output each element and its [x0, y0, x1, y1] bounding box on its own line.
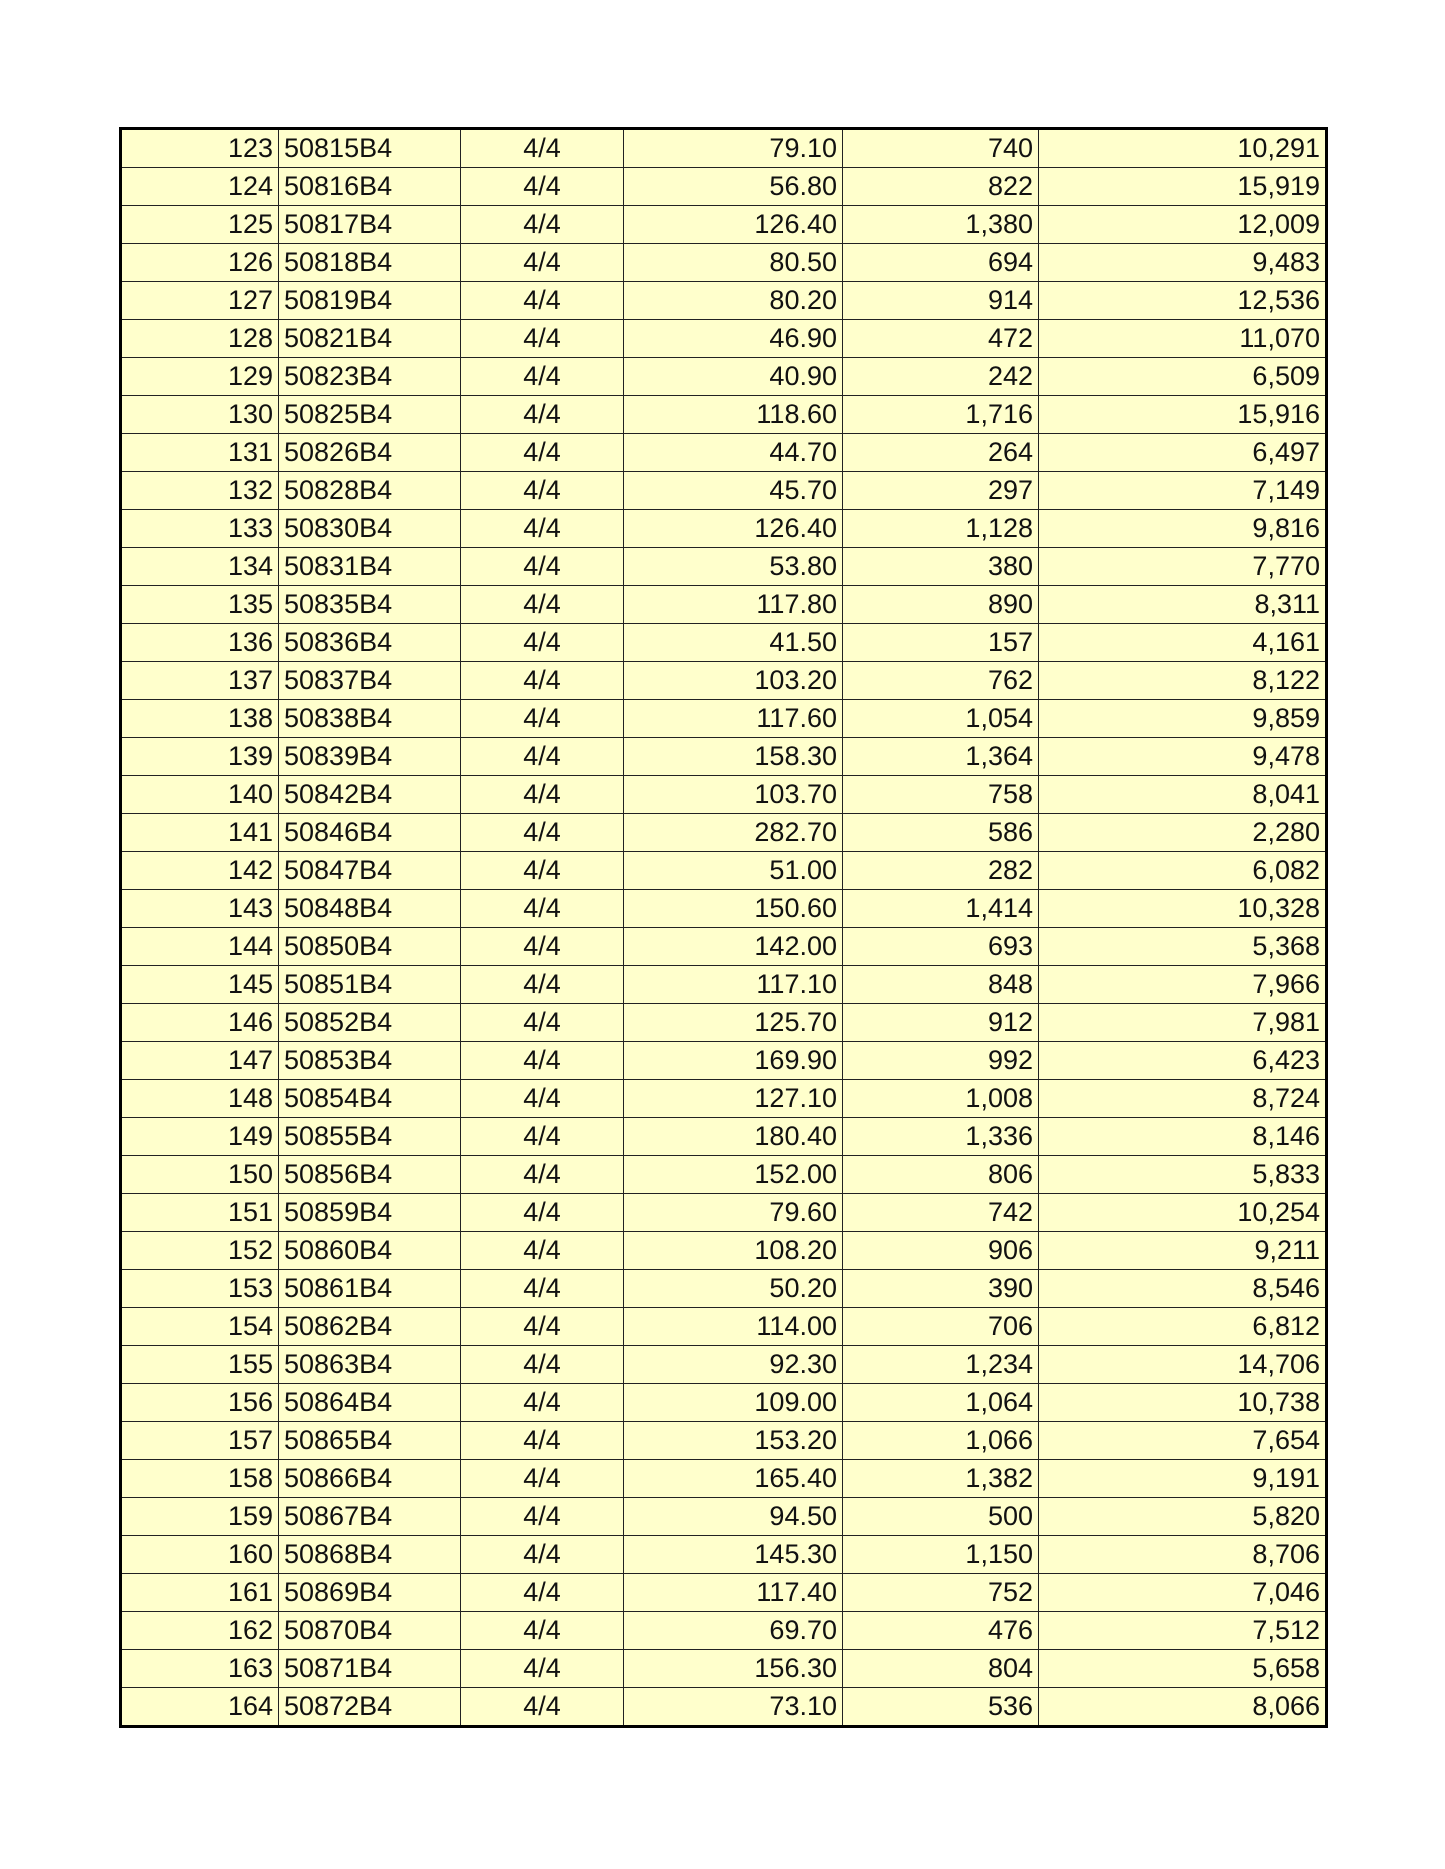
value-c-cell: 8,706	[1039, 1536, 1327, 1574]
value-c-cell: 5,368	[1039, 928, 1327, 966]
grade-cell: 4/4	[461, 472, 624, 510]
value-b-cell: 536	[843, 1688, 1039, 1727]
item-id-cell: 50838B4	[279, 700, 461, 738]
table-row	[121, 434, 1327, 472]
grade-cell: 4/4	[461, 1688, 624, 1727]
grade-cell: 4/4	[461, 1042, 624, 1080]
value-b-cell: 694	[843, 244, 1039, 282]
row-number-cell: 132	[121, 472, 279, 510]
value-a-cell: 125.70	[624, 1004, 843, 1042]
item-id-cell: 50870B4	[279, 1612, 461, 1650]
value-a-cell: 156.30	[624, 1650, 843, 1688]
value-a-cell: 46.90	[624, 320, 843, 358]
value-c-cell: 9,859	[1039, 700, 1327, 738]
grade-cell: 4/4	[461, 928, 624, 966]
value-a-cell: 117.40	[624, 1574, 843, 1612]
value-c-cell: 2,280	[1039, 814, 1327, 852]
value-a-cell: 180.40	[624, 1118, 843, 1156]
value-c-cell: 8,066	[1039, 1688, 1327, 1727]
value-a-cell: 73.10	[624, 1688, 843, 1727]
row-number-cell: 160	[121, 1536, 279, 1574]
grade-cell: 4/4	[461, 586, 624, 624]
item-id-cell: 50862B4	[279, 1308, 461, 1346]
table-row	[121, 1422, 1327, 1460]
item-id-cell: 50815B4	[279, 129, 461, 168]
value-b-cell: 1,414	[843, 890, 1039, 928]
item-id-cell: 50821B4	[279, 320, 461, 358]
value-a-cell: 51.00	[624, 852, 843, 890]
grade-cell: 4/4	[461, 320, 624, 358]
value-a-cell: 80.50	[624, 244, 843, 282]
table-row	[121, 890, 1327, 928]
item-id-cell: 50819B4	[279, 282, 461, 320]
table-row	[121, 1004, 1327, 1042]
item-id-cell: 50842B4	[279, 776, 461, 814]
item-id-cell: 50856B4	[279, 1156, 461, 1194]
grade-cell: 4/4	[461, 1536, 624, 1574]
row-number-cell: 139	[121, 738, 279, 776]
row-number-cell: 164	[121, 1688, 279, 1727]
value-a-cell: 50.20	[624, 1270, 843, 1308]
row-number-cell: 128	[121, 320, 279, 358]
table-row	[121, 776, 1327, 814]
value-a-cell: 152.00	[624, 1156, 843, 1194]
value-b-cell: 1,336	[843, 1118, 1039, 1156]
value-b-cell: 242	[843, 358, 1039, 396]
value-b-cell: 1,066	[843, 1422, 1039, 1460]
grade-cell: 4/4	[461, 966, 624, 1004]
value-a-cell: 79.60	[624, 1194, 843, 1232]
value-a-cell: 153.20	[624, 1422, 843, 1460]
value-c-cell: 11,070	[1039, 320, 1327, 358]
value-b-cell: 390	[843, 1270, 1039, 1308]
value-b-cell: 297	[843, 472, 1039, 510]
value-b-cell: 992	[843, 1042, 1039, 1080]
row-number-cell: 136	[121, 624, 279, 662]
row-number-cell: 123	[121, 129, 279, 168]
row-number-cell: 157	[121, 1422, 279, 1460]
item-id-cell: 50864B4	[279, 1384, 461, 1422]
grade-cell: 4/4	[461, 852, 624, 890]
value-c-cell: 6,509	[1039, 358, 1327, 396]
value-b-cell: 380	[843, 548, 1039, 586]
grade-cell: 4/4	[461, 1156, 624, 1194]
table-row	[121, 1042, 1327, 1080]
value-b-cell: 1,054	[843, 700, 1039, 738]
item-id-cell: 50848B4	[279, 890, 461, 928]
value-c-cell: 5,658	[1039, 1650, 1327, 1688]
item-id-cell: 50818B4	[279, 244, 461, 282]
value-a-cell: 45.70	[624, 472, 843, 510]
table-row	[121, 1118, 1327, 1156]
row-number-cell: 154	[121, 1308, 279, 1346]
value-a-cell: 92.30	[624, 1346, 843, 1384]
value-a-cell: 94.50	[624, 1498, 843, 1536]
value-b-cell: 906	[843, 1232, 1039, 1270]
value-a-cell: 53.80	[624, 548, 843, 586]
item-id-cell: 50817B4	[279, 206, 461, 244]
table-row	[121, 129, 1327, 168]
table-row	[121, 1650, 1327, 1688]
value-a-cell: 109.00	[624, 1384, 843, 1422]
value-c-cell: 8,146	[1039, 1118, 1327, 1156]
value-a-cell: 108.20	[624, 1232, 843, 1270]
grade-cell: 4/4	[461, 1460, 624, 1498]
value-c-cell: 10,328	[1039, 890, 1327, 928]
item-id-cell: 50826B4	[279, 434, 461, 472]
grade-cell: 4/4	[461, 624, 624, 662]
item-id-cell: 50869B4	[279, 1574, 461, 1612]
row-number-cell: 144	[121, 928, 279, 966]
value-a-cell: 79.10	[624, 129, 843, 168]
value-b-cell: 912	[843, 1004, 1039, 1042]
value-a-cell: 117.80	[624, 586, 843, 624]
value-b-cell: 1,150	[843, 1536, 1039, 1574]
table-row	[121, 1688, 1327, 1727]
value-b-cell: 914	[843, 282, 1039, 320]
value-b-cell: 740	[843, 129, 1039, 168]
value-b-cell: 1,380	[843, 206, 1039, 244]
row-number-cell: 135	[121, 586, 279, 624]
value-b-cell: 500	[843, 1498, 1039, 1536]
grade-cell: 4/4	[461, 1004, 624, 1042]
item-id-cell: 50859B4	[279, 1194, 461, 1232]
value-c-cell: 12,009	[1039, 206, 1327, 244]
grade-cell: 4/4	[461, 1384, 624, 1422]
grade-cell: 4/4	[461, 662, 624, 700]
value-a-cell: 126.40	[624, 510, 843, 548]
value-b-cell: 1,364	[843, 738, 1039, 776]
value-c-cell: 6,812	[1039, 1308, 1327, 1346]
table-row	[121, 1460, 1327, 1498]
item-id-cell: 50837B4	[279, 662, 461, 700]
row-number-cell: 124	[121, 168, 279, 206]
value-c-cell: 10,254	[1039, 1194, 1327, 1232]
value-b-cell: 1,064	[843, 1384, 1039, 1422]
value-c-cell: 6,082	[1039, 852, 1327, 890]
table-row	[121, 1194, 1327, 1232]
grade-cell: 4/4	[461, 282, 624, 320]
row-number-cell: 131	[121, 434, 279, 472]
table-row	[121, 244, 1327, 282]
item-id-cell: 50872B4	[279, 1688, 461, 1727]
value-a-cell: 40.90	[624, 358, 843, 396]
item-id-cell: 50823B4	[279, 358, 461, 396]
value-b-cell: 1,128	[843, 510, 1039, 548]
value-a-cell: 127.10	[624, 1080, 843, 1118]
item-id-cell: 50868B4	[279, 1536, 461, 1574]
value-a-cell: 142.00	[624, 928, 843, 966]
table-row	[121, 700, 1327, 738]
item-id-cell: 50846B4	[279, 814, 461, 852]
value-c-cell: 9,483	[1039, 244, 1327, 282]
grade-cell: 4/4	[461, 1612, 624, 1650]
row-number-cell: 149	[121, 1118, 279, 1156]
value-c-cell: 7,966	[1039, 966, 1327, 1004]
grade-cell: 4/4	[461, 1080, 624, 1118]
value-b-cell: 282	[843, 852, 1039, 890]
grade-cell: 4/4	[461, 1232, 624, 1270]
table-row	[121, 1308, 1327, 1346]
value-a-cell: 114.00	[624, 1308, 843, 1346]
value-b-cell: 804	[843, 1650, 1039, 1688]
row-number-cell: 162	[121, 1612, 279, 1650]
table-row	[121, 662, 1327, 700]
table-row	[121, 472, 1327, 510]
item-id-cell: 50855B4	[279, 1118, 461, 1156]
value-b-cell: 706	[843, 1308, 1039, 1346]
table-row	[121, 1574, 1327, 1612]
grade-cell: 4/4	[461, 1270, 624, 1308]
value-c-cell: 8,041	[1039, 776, 1327, 814]
grade-cell: 4/4	[461, 814, 624, 852]
table-row	[121, 548, 1327, 586]
value-c-cell: 10,738	[1039, 1384, 1327, 1422]
value-c-cell: 9,211	[1039, 1232, 1327, 1270]
row-number-cell: 161	[121, 1574, 279, 1612]
row-number-cell: 137	[121, 662, 279, 700]
item-id-cell: 50836B4	[279, 624, 461, 662]
item-id-cell: 50831B4	[279, 548, 461, 586]
data-table	[119, 127, 1328, 1728]
grade-cell: 4/4	[461, 1308, 624, 1346]
item-id-cell: 50835B4	[279, 586, 461, 624]
row-number-cell: 133	[121, 510, 279, 548]
value-a-cell: 126.40	[624, 206, 843, 244]
value-c-cell: 8,546	[1039, 1270, 1327, 1308]
value-b-cell: 848	[843, 966, 1039, 1004]
row-number-cell: 141	[121, 814, 279, 852]
item-id-cell: 50852B4	[279, 1004, 461, 1042]
grade-cell: 4/4	[461, 548, 624, 586]
item-id-cell: 50825B4	[279, 396, 461, 434]
value-c-cell: 8,311	[1039, 586, 1327, 624]
item-id-cell: 50866B4	[279, 1460, 461, 1498]
value-b-cell: 806	[843, 1156, 1039, 1194]
row-number-cell: 155	[121, 1346, 279, 1384]
item-id-cell: 50871B4	[279, 1650, 461, 1688]
value-c-cell: 6,423	[1039, 1042, 1327, 1080]
row-number-cell: 134	[121, 548, 279, 586]
grade-cell: 4/4	[461, 206, 624, 244]
row-number-cell: 138	[121, 700, 279, 738]
value-c-cell: 8,724	[1039, 1080, 1327, 1118]
grade-cell: 4/4	[461, 1118, 624, 1156]
item-id-cell: 50854B4	[279, 1080, 461, 1118]
table-row	[121, 1612, 1327, 1650]
grade-cell: 4/4	[461, 244, 624, 282]
grade-cell: 4/4	[461, 434, 624, 472]
value-c-cell: 7,149	[1039, 472, 1327, 510]
item-id-cell: 50853B4	[279, 1042, 461, 1080]
grade-cell: 4/4	[461, 1422, 624, 1460]
value-b-cell: 1,234	[843, 1346, 1039, 1384]
value-c-cell: 5,833	[1039, 1156, 1327, 1194]
value-b-cell: 752	[843, 1574, 1039, 1612]
value-c-cell: 9,191	[1039, 1460, 1327, 1498]
table-row	[121, 1346, 1327, 1384]
value-a-cell: 56.80	[624, 168, 843, 206]
value-a-cell: 169.90	[624, 1042, 843, 1080]
table-row	[121, 206, 1327, 244]
value-c-cell: 12,536	[1039, 282, 1327, 320]
value-b-cell: 1,008	[843, 1080, 1039, 1118]
grade-cell: 4/4	[461, 1574, 624, 1612]
table-row	[121, 1498, 1327, 1536]
value-c-cell: 7,512	[1039, 1612, 1327, 1650]
value-b-cell: 742	[843, 1194, 1039, 1232]
table-row	[121, 738, 1327, 776]
value-c-cell: 6,497	[1039, 434, 1327, 472]
grade-cell: 4/4	[461, 129, 624, 168]
grade-cell: 4/4	[461, 738, 624, 776]
item-id-cell: 50816B4	[279, 168, 461, 206]
table-row	[121, 586, 1327, 624]
item-id-cell: 50839B4	[279, 738, 461, 776]
table-row	[121, 1080, 1327, 1118]
grade-cell: 4/4	[461, 890, 624, 928]
item-id-cell: 50847B4	[279, 852, 461, 890]
value-a-cell: 103.70	[624, 776, 843, 814]
row-number-cell: 151	[121, 1194, 279, 1232]
value-a-cell: 150.60	[624, 890, 843, 928]
value-b-cell: 1,382	[843, 1460, 1039, 1498]
item-id-cell: 50828B4	[279, 472, 461, 510]
value-b-cell: 264	[843, 434, 1039, 472]
item-id-cell: 50863B4	[279, 1346, 461, 1384]
value-a-cell: 117.60	[624, 700, 843, 738]
table-row	[121, 1384, 1327, 1422]
value-a-cell: 69.70	[624, 1612, 843, 1650]
item-id-cell: 50861B4	[279, 1270, 461, 1308]
table-row	[121, 510, 1327, 548]
value-c-cell: 7,981	[1039, 1004, 1327, 1042]
grade-cell: 4/4	[461, 396, 624, 434]
table-row	[121, 396, 1327, 434]
value-c-cell: 5,820	[1039, 1498, 1327, 1536]
table-row	[121, 168, 1327, 206]
row-number-cell: 163	[121, 1650, 279, 1688]
value-b-cell: 762	[843, 662, 1039, 700]
table-row	[121, 358, 1327, 396]
value-c-cell: 15,916	[1039, 396, 1327, 434]
grade-cell: 4/4	[461, 168, 624, 206]
row-number-cell: 147	[121, 1042, 279, 1080]
value-b-cell: 822	[843, 168, 1039, 206]
value-c-cell: 9,816	[1039, 510, 1327, 548]
grade-cell: 4/4	[461, 776, 624, 814]
table-row	[121, 852, 1327, 890]
value-a-cell: 41.50	[624, 624, 843, 662]
row-number-cell: 153	[121, 1270, 279, 1308]
row-number-cell: 129	[121, 358, 279, 396]
row-number-cell: 150	[121, 1156, 279, 1194]
grade-cell: 4/4	[461, 510, 624, 548]
grade-cell: 4/4	[461, 700, 624, 738]
item-id-cell: 50865B4	[279, 1422, 461, 1460]
value-b-cell: 693	[843, 928, 1039, 966]
value-c-cell: 8,122	[1039, 662, 1327, 700]
table-row	[121, 320, 1327, 358]
row-number-cell: 158	[121, 1460, 279, 1498]
value-b-cell: 586	[843, 814, 1039, 852]
table-row	[121, 966, 1327, 1004]
row-number-cell: 143	[121, 890, 279, 928]
row-number-cell: 156	[121, 1384, 279, 1422]
table-row	[121, 1270, 1327, 1308]
table-row	[121, 814, 1327, 852]
value-b-cell: 472	[843, 320, 1039, 358]
value-b-cell: 157	[843, 624, 1039, 662]
table-row	[121, 1232, 1327, 1270]
value-a-cell: 80.20	[624, 282, 843, 320]
row-number-cell: 140	[121, 776, 279, 814]
table-row	[121, 1536, 1327, 1574]
row-number-cell: 127	[121, 282, 279, 320]
item-id-cell: 50867B4	[279, 1498, 461, 1536]
value-c-cell: 10,291	[1039, 129, 1327, 168]
table-row	[121, 1156, 1327, 1194]
value-a-cell: 282.70	[624, 814, 843, 852]
value-c-cell: 7,770	[1039, 548, 1327, 586]
row-number-cell: 148	[121, 1080, 279, 1118]
row-number-cell: 130	[121, 396, 279, 434]
value-c-cell: 9,478	[1039, 738, 1327, 776]
value-a-cell: 165.40	[624, 1460, 843, 1498]
row-number-cell: 126	[121, 244, 279, 282]
value-b-cell: 890	[843, 586, 1039, 624]
value-b-cell: 758	[843, 776, 1039, 814]
grade-cell: 4/4	[461, 358, 624, 396]
row-number-cell: 152	[121, 1232, 279, 1270]
item-id-cell: 50850B4	[279, 928, 461, 966]
table-row	[121, 928, 1327, 966]
row-number-cell: 142	[121, 852, 279, 890]
table-body	[121, 129, 1327, 1727]
value-a-cell: 145.30	[624, 1536, 843, 1574]
grade-cell: 4/4	[461, 1346, 624, 1384]
value-c-cell: 7,046	[1039, 1574, 1327, 1612]
table-row	[121, 282, 1327, 320]
value-b-cell: 476	[843, 1612, 1039, 1650]
item-id-cell: 50851B4	[279, 966, 461, 1004]
value-c-cell: 4,161	[1039, 624, 1327, 662]
value-a-cell: 158.30	[624, 738, 843, 776]
value-c-cell: 14,706	[1039, 1346, 1327, 1384]
row-number-cell: 146	[121, 1004, 279, 1042]
row-number-cell: 145	[121, 966, 279, 1004]
value-a-cell: 103.20	[624, 662, 843, 700]
grade-cell: 4/4	[461, 1498, 624, 1536]
value-b-cell: 1,716	[843, 396, 1039, 434]
grade-cell: 4/4	[461, 1650, 624, 1688]
table-row	[121, 624, 1327, 662]
value-a-cell: 118.60	[624, 396, 843, 434]
item-id-cell: 50830B4	[279, 510, 461, 548]
row-number-cell: 125	[121, 206, 279, 244]
row-number-cell: 159	[121, 1498, 279, 1536]
value-a-cell: 44.70	[624, 434, 843, 472]
value-a-cell: 117.10	[624, 966, 843, 1004]
value-c-cell: 15,919	[1039, 168, 1327, 206]
item-id-cell: 50860B4	[279, 1232, 461, 1270]
value-c-cell: 7,654	[1039, 1422, 1327, 1460]
grade-cell: 4/4	[461, 1194, 624, 1232]
